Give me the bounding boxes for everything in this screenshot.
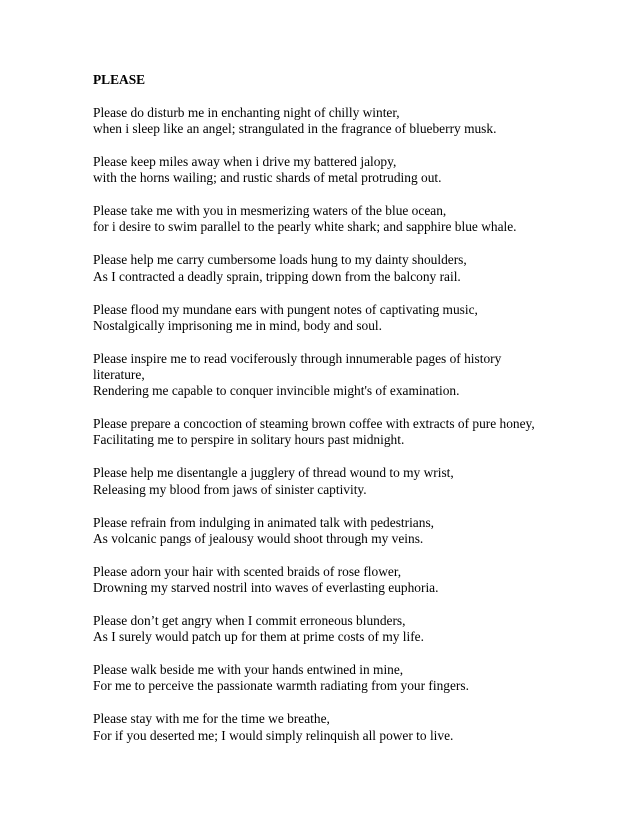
- poem-stanza: [93, 105, 613, 137]
- poem-line: As volcanic pangs of jealousy would shoot through my veins.: [93, 530, 424, 546]
- poem-line: Nostalgically imprisoning me in mind, body and soul.: [93, 317, 382, 333]
- poem-line: Releasing my blood from jaws of sinister captivity.: [93, 481, 367, 497]
- poem-line: for i desire to swim parallel to the pearly white shark; and sapphire blue whale.: [93, 219, 517, 235]
- poem-stanza: [93, 515, 613, 547]
- poem-line: Please inspire me to read vociferously through innumerable pages of history: [93, 350, 502, 366]
- poem-title: PLEASE: [93, 72, 146, 87]
- poem-stanza: [93, 662, 613, 694]
- poem-stanza: [93, 564, 613, 596]
- poem-line: For if you deserted me; I would simply relinquish all power to live.: [93, 727, 454, 743]
- poem-stanza: [93, 203, 613, 235]
- poem-line: Please adorn your hair with scented braids of rose flower,: [93, 563, 402, 579]
- poem-stanza: [93, 711, 613, 743]
- poem-line: Please help me disentangle a jugglery of thread wound to my wrist,: [93, 465, 454, 481]
- poem-stanza: [93, 613, 613, 645]
- poem-line: Drowning my starved nostril into waves of everlasting euphoria.: [93, 580, 439, 596]
- poem-line: Please walk beside me with your hands entwined in mine,: [93, 662, 404, 678]
- poem-line: As I surely would patch up for them at prime costs of my life.: [93, 629, 424, 645]
- poem-line: with the horns wailing; and rustic shards of metal protruding out.: [93, 170, 442, 186]
- poem-line: Please help me carry cumbersome loads hung to my dainty shoulders,: [93, 252, 467, 268]
- poem-stanza: [93, 351, 613, 400]
- poem-line: literature,: [93, 367, 145, 383]
- poem-content: [93, 72, 613, 761]
- poem-line: Please flood my mundane ears with pungent notes of captivating music,: [93, 301, 478, 317]
- poem-line: Rendering me capable to conquer invincible might's of examination.: [93, 383, 460, 399]
- poem-line: Please don’t get angry when I commit erroneous blunders,: [93, 613, 406, 629]
- poem-line: As I contracted a deadly sprain, tripping down from the balcony rail.: [93, 268, 461, 284]
- poem-line: Please keep miles away when i drive my battered jalopy,: [93, 154, 397, 169]
- poem-line: Facilitating me to perspire in solitary hours past midnight.: [93, 432, 405, 448]
- poem-stanza: [93, 154, 613, 186]
- poem-line: Please prepare a concoction of steaming brown coffee with extracts of pure honey,: [93, 416, 535, 432]
- poem-stanza: [93, 252, 613, 284]
- poem-stanzas: [93, 105, 613, 744]
- poem-line: Please do disturb me in enchanting night of chilly winter,: [93, 104, 400, 120]
- poem-stanza: [93, 302, 613, 334]
- poem-line: Please take me with you in mesmerizing waters of the blue ocean,: [93, 203, 447, 219]
- poem-line: when i sleep like an angel; strangulated in the fragrance of blueberry musk.: [93, 121, 497, 136]
- poem-line: Please refrain from indulging in animated talk with pedestrians,: [93, 514, 434, 530]
- poem-stanza: [93, 416, 613, 448]
- poem-stanza: [93, 465, 613, 497]
- poem-line: For me to perceive the passionate warmth radiating from your fingers.: [93, 678, 469, 694]
- poem-line: Please stay with me for the time we breathe,: [93, 711, 330, 727]
